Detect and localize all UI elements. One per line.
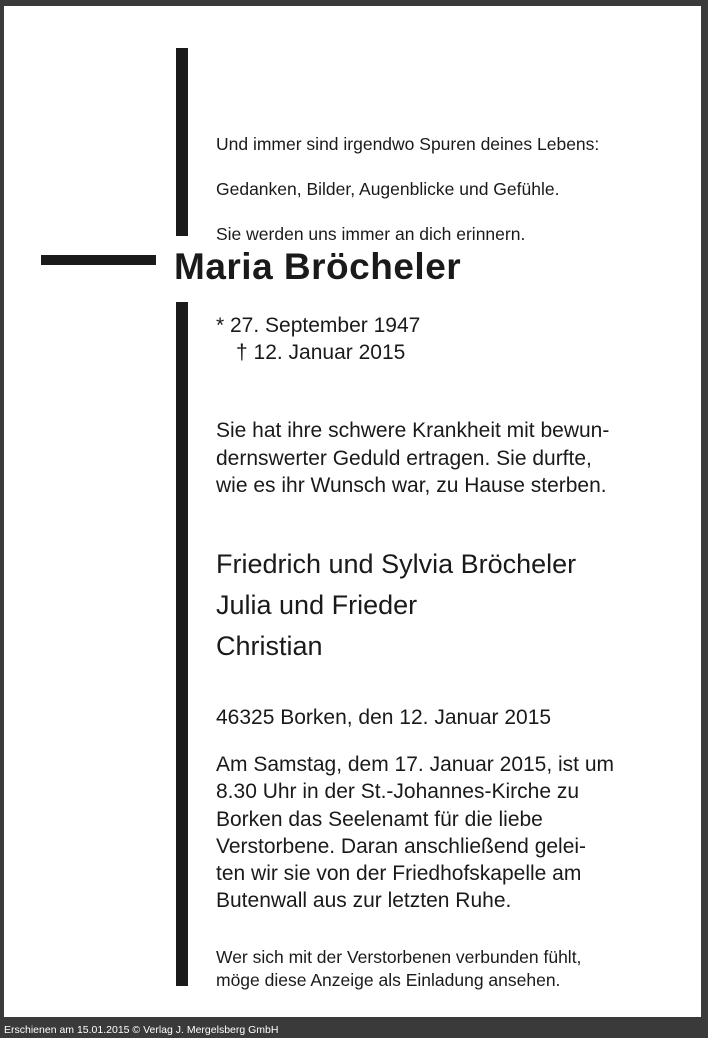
place-date: 46325 Borken, den 12. Januar 2015 xyxy=(216,706,552,729)
service-line: Verstorbene. Daran anschließend gelei- xyxy=(216,834,587,858)
service-line: Butenwall aus zur letzten Ruhe. xyxy=(216,889,512,913)
service-paragraph xyxy=(216,751,676,915)
survivors-list xyxy=(216,544,576,667)
publication-footer: Erschienen am 15.01.2015 © Verlag J. Mergelsberg GmbH xyxy=(4,1024,279,1036)
cross-vertical-top-bar xyxy=(176,48,188,236)
motto-quote xyxy=(216,110,599,268)
invitation-note xyxy=(216,946,581,992)
death-date: † 12. Januar 2015 xyxy=(236,341,406,364)
survivor-entry: Christian xyxy=(216,631,323,661)
cross-vertical-bottom-bar xyxy=(176,302,188,986)
motto-line: Gedanken, Bilder, Augenblicke und Gefühle. xyxy=(216,178,560,199)
survivor-entry: Friedrich und Sylvia Bröcheler xyxy=(216,549,577,579)
motto-line: Und immer sind irgendwo Spuren deines Lebens: xyxy=(216,133,600,154)
illness-line: dernswerter Geduld ertragen. Sie durfte, xyxy=(216,446,592,470)
cross-horizontal-bar xyxy=(41,255,156,265)
service-line: Am Samstag, dem 17. Januar 2015, ist um xyxy=(216,753,615,776)
obituary-sheet xyxy=(4,6,701,1017)
illness-paragraph xyxy=(216,417,676,500)
illness-line: Sie hat ihre schwere Krankheit mit bewun- xyxy=(216,419,610,442)
survivor-entry: Julia und Frieder xyxy=(216,590,418,620)
deceased-name: Maria Bröcheler xyxy=(174,246,462,287)
invitation-line: Wer sich mit der Verstorbenen verbunden fühlt, xyxy=(216,947,582,967)
motto-line: Sie werden uns immer an dich erinnern. xyxy=(216,223,526,244)
birth-date: * 27. September 1947 xyxy=(216,314,421,337)
service-line: ten wir sie von der Friedhofskapelle am xyxy=(216,862,582,886)
invitation-line: möge diese Anzeige als Einladung ansehen. xyxy=(216,970,561,990)
illness-line: wie es ihr Wunsch war, zu Hause sterben. xyxy=(216,474,607,497)
service-line: Borken das Seelenamt für die liebe xyxy=(216,807,543,831)
service-line: 8.30 Uhr in der St.-Johannes-Kirche zu xyxy=(216,780,580,804)
life-dates xyxy=(216,312,420,366)
